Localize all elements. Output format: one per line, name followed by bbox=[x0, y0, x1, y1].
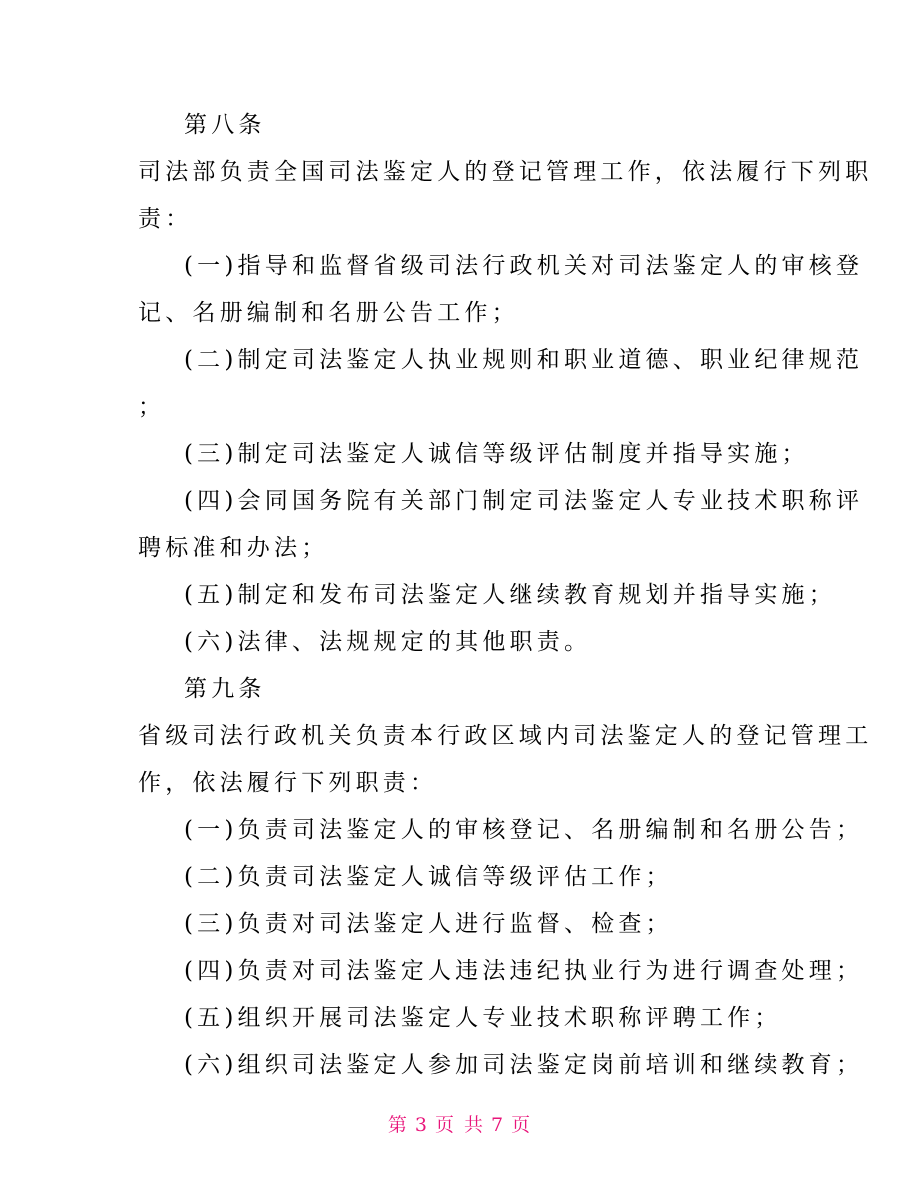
article-8-intro-line-2: 责： bbox=[138, 206, 193, 232]
article-9-item-4: (四)负责对司法鉴定人违法违纪执业行为进行调查处理； bbox=[184, 958, 864, 984]
current-page-number: 3 bbox=[414, 1114, 429, 1136]
article-9-item-5: (五)组织开展司法鉴定人专业技术职称评聘工作； bbox=[184, 1005, 782, 1031]
article-8-item-1-line-1: (一)指导和监督省级司法行政机关对司法鉴定人的审核登 bbox=[184, 253, 864, 279]
article-8-item-2-line-2: ； bbox=[138, 394, 166, 420]
article-8-intro-line-1: 司法部负责全国司法鉴定人的登记管理工作，依法履行下列职 bbox=[138, 159, 873, 185]
article-9-heading: 第九条 bbox=[184, 676, 266, 702]
total-page-count: 7 bbox=[491, 1114, 506, 1136]
article-8-item-4-line-2: 聘标准和办法； bbox=[138, 535, 329, 561]
article-9-item-3: (三)负责对司法鉴定人进行监督、检查； bbox=[184, 911, 673, 937]
article-9-item-2: (二)负责司法鉴定人诚信等级评估工作； bbox=[184, 864, 673, 890]
article-9-item-6: (六)组织司法鉴定人参加司法鉴定岗前培训和继续教育； bbox=[184, 1052, 864, 1078]
page-number-footer bbox=[0, 1112, 920, 1138]
article-8-item-4-line-1: (四)会同国务院有关部门制定司法鉴定人专业技术职称评 bbox=[184, 488, 864, 514]
footer-suffix: 页 bbox=[511, 1114, 533, 1136]
article-9-intro-line-1: 省级司法行政机关负责本行政区域内司法鉴定人的登记管理工 bbox=[138, 723, 873, 749]
article-8-item-2-line-1: (二)制定司法鉴定人执业规则和职业道德、职业纪律规范 bbox=[184, 347, 864, 373]
article-9-intro-line-2: 作，依法履行下列职责： bbox=[138, 770, 438, 796]
article-8-item-3: (三)制定司法鉴定人诚信等级评估制度并指导实施； bbox=[184, 441, 809, 467]
footer-middle: 页 共 bbox=[434, 1114, 486, 1136]
article-8-item-6: (六)法律、法规规定的其他职责。 bbox=[184, 629, 592, 655]
article-9-item-1: (一)负责司法鉴定人的审核登记、名册编制和名册公告； bbox=[184, 817, 864, 843]
article-8-heading: 第八条 bbox=[184, 112, 266, 138]
footer-prefix: 第 bbox=[387, 1114, 409, 1136]
article-8-item-5: (五)制定和发布司法鉴定人继续教育规划并指导实施； bbox=[184, 582, 836, 608]
article-8-item-1-line-2: 记、名册编制和名册公告工作； bbox=[138, 300, 519, 326]
